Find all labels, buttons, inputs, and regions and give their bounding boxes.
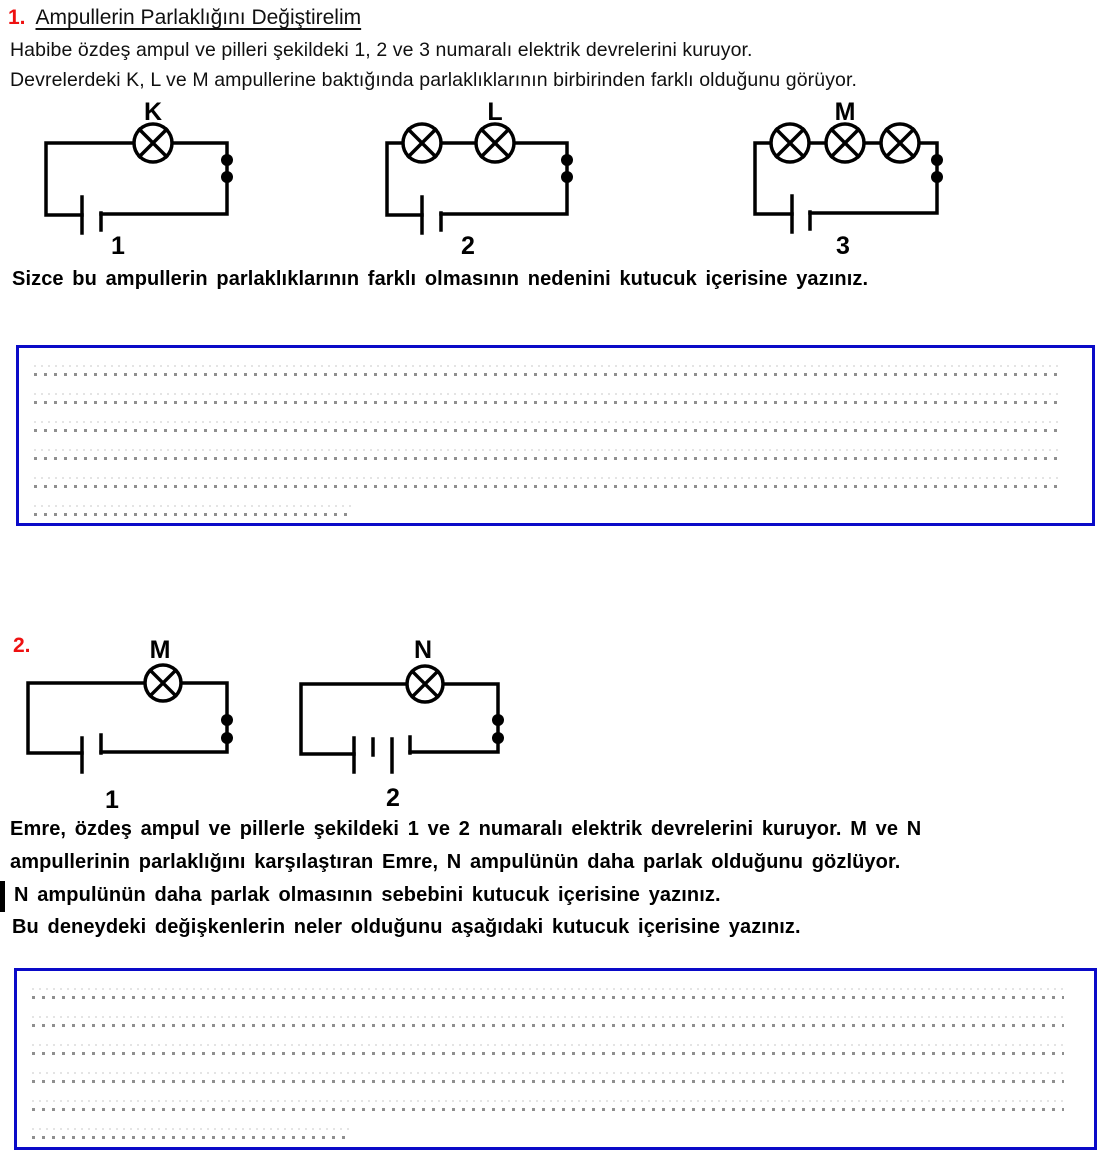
writing-line (34, 496, 353, 524)
bulb-label: N (413, 636, 433, 664)
switch-dot (221, 714, 233, 726)
zigzag-underline (32, 1140, 352, 1146)
section-2-text-line-2: ampullerinin parlaklığını karşılaştıran Emre, N ampulünün daha parlak olduğunu gözlüyor. (10, 851, 901, 873)
switch-dot (492, 732, 504, 744)
section-1-answer-box[interactable] (16, 345, 1095, 526)
dotted-guideline (32, 1024, 1064, 1027)
bulb-label: K (143, 98, 163, 126)
writing-line (34, 412, 1062, 440)
writing-line (32, 1007, 1064, 1035)
switch-dot (931, 171, 943, 183)
section-1-title: Ampullerin Parlaklığını Değiştirelim (35, 6, 362, 29)
dotted-guideline (34, 449, 1062, 451)
zigzag-underline (34, 489, 1062, 495)
dotted-guideline (32, 1016, 1064, 1018)
switch-dot (561, 154, 573, 166)
section-2-answer-box[interactable] (14, 968, 1097, 1150)
dotted-guideline (34, 373, 1062, 376)
dotted-guideline (34, 513, 353, 516)
dotted-guideline (32, 1108, 1064, 1111)
zigzag-underline (34, 433, 1062, 439)
text-cursor-artifact (0, 881, 5, 912)
dotted-guideline (34, 457, 1062, 460)
writing-line (34, 384, 1062, 412)
dotted-guideline (32, 1128, 352, 1130)
dotted-guideline (34, 401, 1062, 404)
writing-line (32, 979, 1064, 1007)
switch-dot (561, 171, 573, 183)
circuit-caption: 2 (386, 784, 400, 812)
circuit-diagram-4-bulb-m (20, 634, 240, 814)
circuit-diagram-2-bulb-l (380, 96, 580, 266)
zigzag-underline (32, 1084, 1064, 1090)
dotted-guideline (34, 365, 1062, 367)
circuit-caption: 1 (105, 786, 119, 814)
bulb-label: M (149, 636, 171, 664)
circuit-wire (46, 143, 134, 215)
section-2-text-line-3: N ampulünün daha parlak olmasının sebebini kutucuk içerisine yazınız. (14, 884, 721, 906)
bulb-label: L (487, 98, 503, 126)
switch-dot (492, 714, 504, 726)
zigzag-underline (32, 1056, 1064, 1062)
dotted-guideline (34, 393, 1062, 395)
dotted-guideline (34, 421, 1062, 423)
zigzag-underline (32, 1000, 1064, 1006)
circuit-diagram-5-bulb-n (290, 634, 520, 814)
bulb-label: M (834, 98, 856, 126)
circuit-caption: 3 (836, 232, 850, 260)
writing-line (32, 1035, 1064, 1063)
zigzag-underline (34, 405, 1062, 411)
switch-dot (221, 732, 233, 744)
dotted-guideline (34, 429, 1062, 432)
writing-line (34, 468, 1062, 496)
zigzag-underline (34, 377, 1062, 383)
circuit-diagram-1-bulb-k (40, 96, 240, 266)
dotted-guideline (34, 477, 1062, 479)
dotted-guideline (32, 1072, 1064, 1074)
dotted-guideline (32, 1044, 1064, 1046)
writing-line (32, 1063, 1064, 1091)
section-1-number: 1. (8, 6, 26, 29)
dotted-guideline (32, 1052, 1064, 1055)
zigzag-underline (34, 517, 353, 523)
section-1-intro-line-2: Devrelerdeki K, L ve M ampullerine baktığında parlaklıklarının birbirinden farklı olduğunu görüyor. (10, 69, 858, 91)
switch-dot (221, 154, 233, 166)
dotted-guideline (32, 1080, 1064, 1083)
writing-line (32, 1119, 352, 1147)
dotted-guideline (32, 1136, 352, 1139)
dotted-guideline (32, 1100, 1064, 1102)
dotted-guideline (34, 485, 1062, 488)
section-2-text-line-4: Bu deneydeki değişkenlerin neler olduğunu aşağıdaki kutucuk içerisine yazınız. (12, 916, 801, 938)
circuit-diagram-3-bulb-m (750, 96, 950, 266)
section-2-number: 2. (13, 634, 31, 657)
dotted-guideline (32, 988, 1064, 990)
writing-line (34, 356, 1062, 384)
circuit-caption: 1 (111, 232, 125, 260)
section-1-intro-line-1: Habibe özdeş ampul ve pilleri şekildeki 1, 2 ve 3 numaralı elektrik devrelerini kuruyor. (10, 39, 753, 61)
switch-dot (931, 154, 943, 166)
zigzag-underline (32, 1028, 1064, 1034)
switch-dot (221, 171, 233, 183)
section-1-prompt: Sizce bu ampullerin parlaklıklarının farklı olmasının nedenini kutucuk içerisine yazınız. (12, 268, 869, 290)
circuit-caption: 2 (461, 232, 475, 260)
circuit-wire (28, 683, 145, 753)
zigzag-underline (34, 461, 1062, 467)
dotted-guideline (32, 996, 1064, 999)
writing-line (32, 1091, 1064, 1119)
section-1-heading (8, 6, 361, 30)
zigzag-underline (32, 1112, 1064, 1118)
dotted-guideline (34, 505, 353, 507)
section-2-text-line-1: Emre, özdeş ampul ve pillerle şekildeki 1 ve 2 numaralı elektrik devrelerini kuruyor. M ve N (10, 818, 922, 840)
writing-line (34, 440, 1062, 468)
